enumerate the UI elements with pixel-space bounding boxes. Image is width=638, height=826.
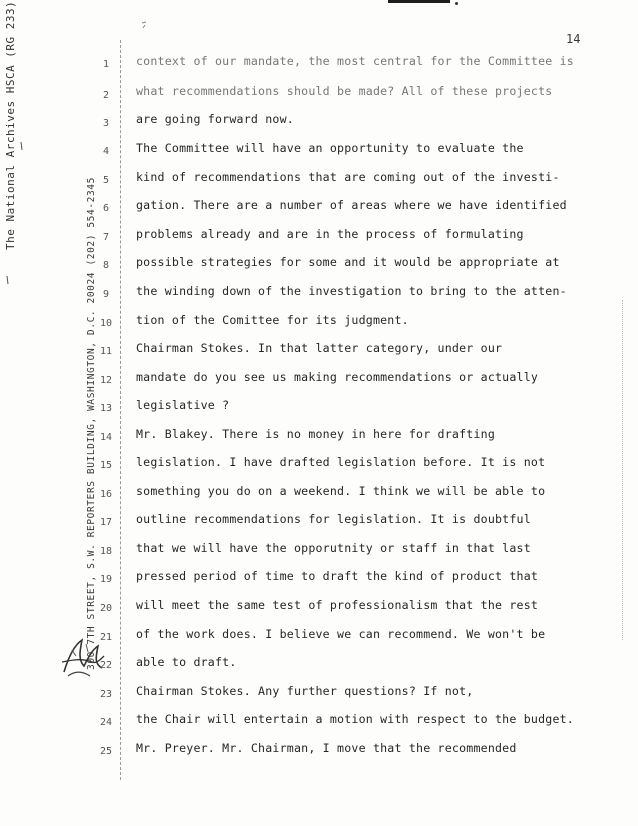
line-number: 5 bbox=[102, 175, 110, 186]
line-number: 25 bbox=[100, 746, 113, 757]
line-number: 22 bbox=[100, 660, 113, 671]
line-number: 4 bbox=[102, 146, 110, 157]
pen-mark-icon bbox=[140, 20, 150, 32]
transcript-line: gation. There are a number of areas where we have identified bbox=[136, 198, 567, 212]
transcript-line: legislation. I have drafted legislation before. It is not bbox=[136, 455, 546, 469]
margin-tick-mark bbox=[20, 142, 24, 150]
reporter-stamp: 300 7TH STREET, S.W. REPORTERS BUILDING, WASHINGTON, D.C. 20024 (202) 554-2345 bbox=[86, 177, 97, 670]
transcript-line: that we will have the opporutnity or staff in that last bbox=[136, 541, 531, 555]
transcript-line: tion of the Comittee for its judgment. bbox=[136, 313, 409, 327]
line-number: 14 bbox=[100, 432, 113, 443]
transcript-line: possible strategies for some and it would be appropriate at bbox=[136, 255, 560, 269]
line-number: 12 bbox=[100, 375, 113, 386]
transcript-line: able to draft. bbox=[136, 655, 237, 669]
line-number: 10 bbox=[100, 318, 113, 329]
page-number: 14 bbox=[566, 32, 581, 46]
line-number: 17 bbox=[100, 517, 113, 528]
left-margin-rule bbox=[120, 40, 121, 780]
top-rule bbox=[388, 0, 450, 3]
transcript-line: Chairman Stokes. In that latter category, under our bbox=[136, 341, 503, 355]
transcript-line: Mr. Preyer. Mr. Chairman, I move that the recommended bbox=[136, 741, 517, 755]
right-margin-rule bbox=[622, 300, 623, 640]
transcript-line: outline recommendations for legislation. It is doubtful bbox=[136, 512, 531, 526]
transcript-line: will meet the same test of professionalism that the rest bbox=[136, 598, 539, 612]
line-number: 15 bbox=[100, 460, 113, 471]
transcript-line: pressed period of time to draft the kind of product that bbox=[136, 569, 539, 583]
line-number: 11 bbox=[100, 346, 113, 357]
transcript-line: the winding down of the investigation to bring to the atten- bbox=[136, 284, 567, 298]
line-number: 9 bbox=[102, 289, 110, 300]
line-number: 19 bbox=[100, 574, 113, 585]
line-number: 24 bbox=[100, 717, 113, 728]
line-number: 16 bbox=[100, 489, 113, 500]
transcript-line: kind of recommendations that are coming out of the investi- bbox=[136, 170, 560, 184]
transcript-line: of the work does. I believe we can recommend. We won't be bbox=[136, 627, 546, 641]
transcript-line: are going forward now. bbox=[136, 112, 294, 126]
transcript-line: problems already and are in the process of formulating bbox=[136, 227, 524, 241]
transcript-line: Mr. Blakey. There is no money in here for drafting bbox=[136, 427, 496, 441]
line-number: 18 bbox=[100, 546, 113, 557]
transcript-line: legislative ? bbox=[136, 398, 230, 412]
line-number: 2 bbox=[102, 90, 110, 101]
transcript-line: The Committee will have an opportunity to evaluate the bbox=[136, 141, 524, 155]
line-number: 3 bbox=[102, 118, 110, 129]
transcript-line: the Chair will entertain a motion with respect to the budget. bbox=[136, 712, 574, 726]
line-number: 7 bbox=[102, 232, 110, 243]
transcript-line: Chairman Stokes. Any further questions? If not, bbox=[136, 684, 474, 698]
transcript-line: context of our mandate, the most central for the Committee is bbox=[136, 54, 574, 68]
margin-tick-mark-lower bbox=[6, 276, 10, 284]
transcript-line: what recommendations should be made? All of these projects bbox=[136, 84, 553, 98]
line-number: 23 bbox=[100, 689, 113, 700]
line-number: 1 bbox=[102, 59, 110, 70]
line-number: 8 bbox=[102, 260, 110, 271]
line-number: 20 bbox=[100, 603, 113, 614]
archive-stamp: The National Archives HSCA (RG 233) bbox=[4, 0, 17, 250]
line-number: 6 bbox=[102, 203, 110, 214]
top-dot bbox=[455, 2, 458, 5]
transcript-line: something you do on a weekend. I think we will be able to bbox=[136, 484, 546, 498]
transcript-line: mandate do you see us making recommendations or actually bbox=[136, 370, 539, 384]
line-number: 21 bbox=[100, 632, 113, 643]
line-number: 13 bbox=[100, 403, 113, 414]
